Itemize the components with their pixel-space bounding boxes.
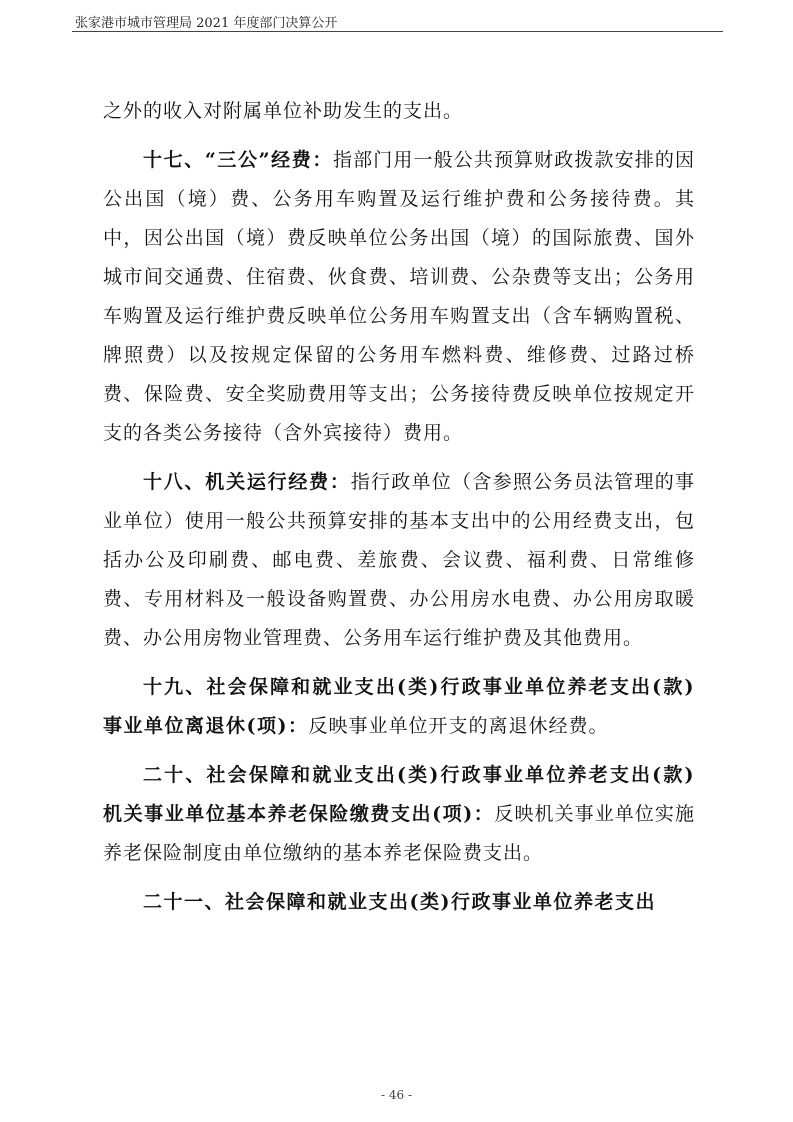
document-body bbox=[103, 92, 695, 932]
header-divider bbox=[72, 31, 723, 32]
paragraph-text: 之外的收入对附属单位补助发生的支出。 bbox=[103, 100, 464, 122]
paragraph-lead: 二十、社会保障和就业支出(类)行政事业单位养老支出(款)机关事业单位基本养老保险缴费支出(项)： bbox=[103, 764, 695, 825]
paragraph-continuation bbox=[103, 92, 695, 131]
paragraph-lead: 二十一、社会保障和就业支出(类)行政事业单位养老支出 bbox=[143, 891, 656, 913]
paragraph-retirement-expenses bbox=[103, 668, 695, 746]
paragraph-text: 反映机关事业单位实施养老保险制度由单位缴纳的基本养老保险费支出。 bbox=[103, 803, 695, 864]
paragraph-text: 指部门用一般公共预算财政拨款安排的因公出国（境）费、公务用车购置及运行维护费和公务接待费。其中，因公出国（境）费反映单位公务出国（境）的国际旅费、国外城市间交通费、住宿费、伙食费、培训费、公杂费等支出；公务用车购置及运行维护费反映单位公务用车购置支出（含车辆购置税、牌照费）以及按规定保留的公务用车燃料费、维修费、过路过桥费、保险费、安全奖励费用等支出；公务接待费反映单位按规定开支的各类公务接待（含外宾接待）费用。 bbox=[103, 149, 695, 444]
paragraph-lead: 十八、机关运行经费： bbox=[143, 471, 351, 493]
paragraph-lead: 十七、“三公”经费： bbox=[143, 149, 334, 171]
page-number: - 46 - bbox=[380, 1088, 412, 1102]
page-header: 张家港市城市管理局 2021 年度部门决算公开 bbox=[75, 16, 338, 31]
paragraph-text: 反映事业单位开支的离退休经费。 bbox=[308, 715, 609, 737]
paragraph-lead: 十九、社会保障和就业支出(类)行政事业单位养老支出(款)事业单位离退休(项)： bbox=[103, 676, 695, 737]
paragraph-twenty-one bbox=[103, 883, 695, 922]
paragraph-pension-insurance bbox=[103, 756, 695, 873]
paragraph-agency-operating-expenses bbox=[103, 463, 695, 658]
paragraph-text: 指行政单位（含参照公务员法管理的事业单位）使用一般公共预算安排的基本支出中的公用经费支出，包括办公及印刷费、邮电费、差旅费、会议费、福利费、日常维修费、专用材料及一般设备购置费、办公用房水电费、办公用房取暖费、办公用房物业管理费、公务用车运行维护费及其他费用。 bbox=[103, 471, 695, 649]
paragraph-three-public-expenses bbox=[103, 141, 695, 453]
